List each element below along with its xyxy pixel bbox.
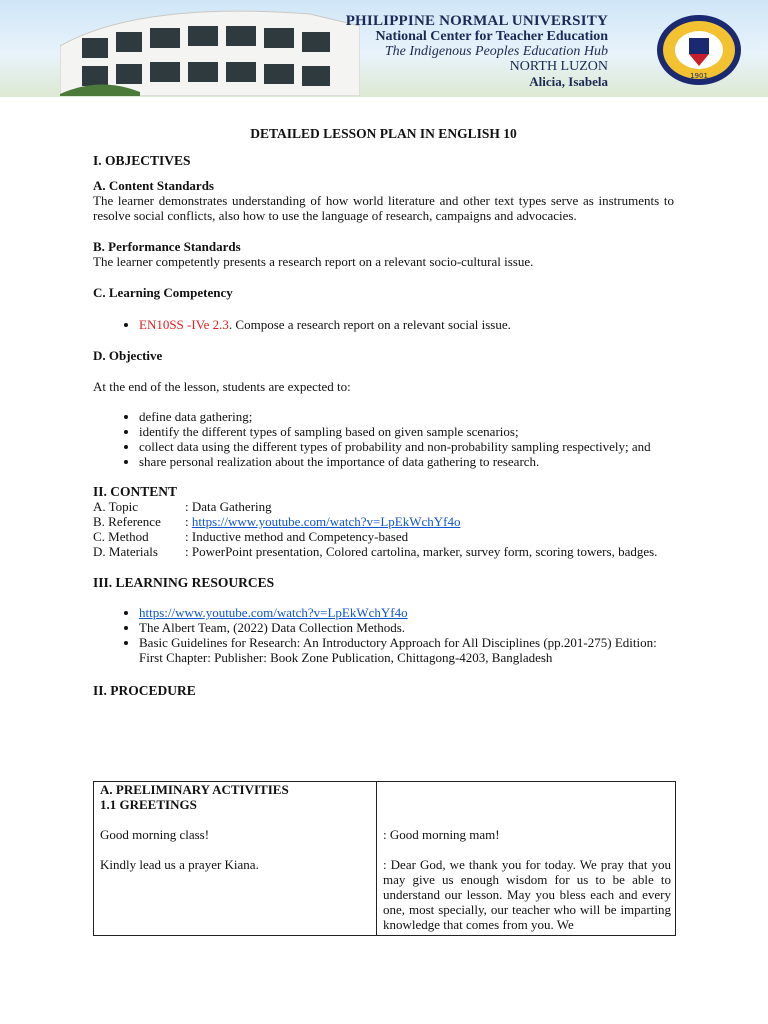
- teacher-activity-cell: [94, 782, 377, 936]
- objective-heading: D. Objective: [93, 348, 163, 363]
- preliminary-activities-heading: A. PRELIMINARY ACTIVITIES: [100, 782, 289, 797]
- learning-competency-heading: C. Learning Competency: [93, 285, 233, 300]
- content-row-reference: [93, 514, 674, 529]
- resources-list: [93, 605, 674, 665]
- resource-item: • The Albert Team, (2022) Data Collection Methods.: [139, 620, 674, 635]
- content-value: : PowerPoint presentation, Colored cartolina, marker, survey form, scoring towers, badges.: [185, 544, 658, 559]
- performance-standards-text: The learner competently presents a research report on a relevant socio-cultural issue.: [93, 254, 534, 269]
- objectives-heading: I. OBJECTIVES: [93, 153, 191, 168]
- student-activity-cell: [377, 782, 676, 936]
- header-banner: [0, 0, 768, 97]
- performance-standards-heading: B. Performance Standards: [93, 239, 241, 254]
- svg-text:1901: 1901: [690, 72, 708, 80]
- greetings-heading: 1.1 GREETINGS: [100, 797, 197, 812]
- student-line: : Dear God, we thank you for today. We pray that you may give us enough wisdom for us to be able to understand our lesson. May you bless each and every one, most specially, our teacher who will be imparting knowledge that comes from you. We: [383, 857, 671, 932]
- table-row: [94, 782, 676, 936]
- content-row-topic: [93, 499, 674, 514]
- resource-item: • Basic Guidelines for Research: An Introductory Approach for All Disciplines (pp.201-275) Edition: First Chapter: Publisher: Book Zone Publication, Chittagong-4203, Bangladesh: [139, 635, 674, 665]
- procedure-heading: II. PROCEDURE: [93, 683, 196, 698]
- objective-item: • share personal realization about the importance of data gathering to research.: [139, 454, 674, 469]
- resource-item: [139, 605, 674, 620]
- university-name: PHILIPPINE NORMAL UNIVERSITY: [345, 13, 608, 29]
- content-row-method: [93, 529, 674, 544]
- student-line: : Good morning mam!: [383, 827, 500, 842]
- content-label: D. Materials: [93, 544, 158, 559]
- competency-code: EN10SS -IVe 2.3: [139, 317, 229, 332]
- resources-heading: III. LEARNING RESOURCES: [93, 575, 275, 590]
- document-title: DETAILED LESSON PLAN IN ENGLISH 10: [250, 126, 517, 141]
- resource-link[interactable]: https://www.youtube.com/watch?v=LpEkWchYf4o: [139, 605, 408, 620]
- campus-location: Alicia, Isabela: [529, 74, 608, 89]
- reference-link[interactable]: https://www.youtube.com/watch?v=LpEkWchYf4o: [191, 514, 461, 529]
- objective-item: • collect data using the different types of probability and non-probability sampling respectively; and: [139, 439, 674, 454]
- university-seal-logo: [655, 14, 743, 86]
- competency-item: [139, 317, 674, 332]
- lesson-plan-document: [93, 126, 674, 698]
- objective-intro: At the end of the lesson, students are expected to:: [93, 379, 351, 394]
- objective-item: • identify the different types of sampling based on given sample scenarios;: [139, 424, 674, 439]
- content-label: B. Reference: [93, 514, 161, 529]
- content-label: C. Method: [93, 529, 149, 544]
- content-standards-heading: A. Content Standards: [93, 178, 214, 193]
- teacher-line: Good morning class!: [100, 827, 210, 842]
- center-name: National Center for Teacher Education: [375, 29, 608, 44]
- competency-text: . Compose a research report on a relevant social issue.: [228, 317, 511, 332]
- content-value: : Inductive method and Competency-based: [185, 529, 409, 544]
- teacher-line: Kindly lead us a prayer Kiana.: [100, 857, 259, 872]
- procedure-table: [93, 781, 676, 936]
- university-name-block: [346, 14, 608, 89]
- content-label: A. Topic: [93, 499, 139, 514]
- content-standards-text: The learner demonstrates understanding of how world literature and other text types serve as instruments to resolve social conflicts, also how to use the language of research, campaigns and advocacies.: [93, 193, 674, 223]
- content-value: : Data Gathering: [185, 499, 272, 514]
- content-row-materials: [93, 544, 674, 559]
- hub-name: The Indigenous Peoples Education Hub: [384, 44, 608, 59]
- objective-list: [93, 409, 674, 469]
- campus-name: NORTH LUZON: [509, 59, 608, 74]
- content-value: : https://www.youtube.com/watch?v=LpEkWchYf4o: [185, 514, 461, 529]
- content-heading: II. CONTENT: [93, 484, 178, 499]
- competency-list: [93, 317, 674, 332]
- building-photo: [60, 6, 360, 96]
- objective-item: • define data gathering;: [139, 409, 674, 424]
